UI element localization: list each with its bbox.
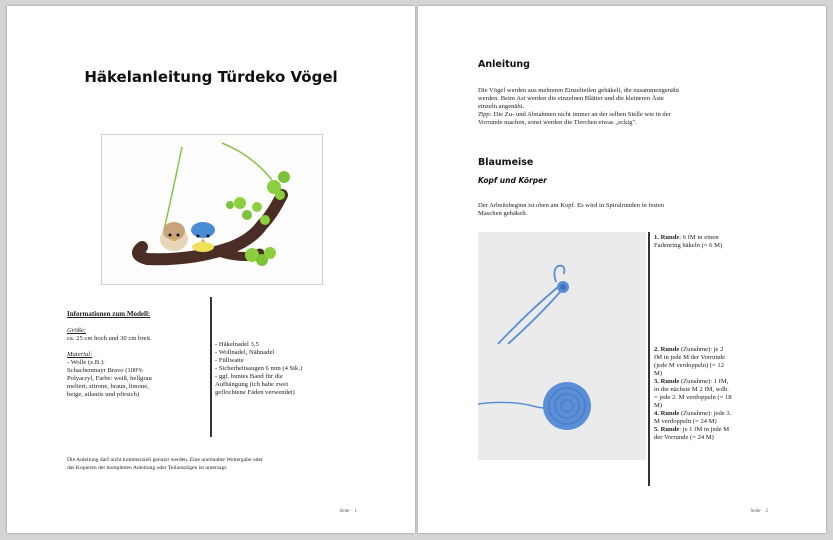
disclaimer-line: das Kopieren der kompletten Anleitung oder Teilauszügen ist untersagt.: [67, 465, 228, 471]
round-4-line-2: M verdoppeln (= 24 M): [654, 418, 717, 425]
start-line: Der Arbeitsbeginn ist oben am Kopf. Es wird in Spiralrunden in festen: [478, 202, 665, 209]
material-label: Material:: [67, 351, 93, 358]
section-heading-blaumeise: Blaumeise: [478, 157, 534, 168]
round-5-label: 5. Runde: [654, 426, 680, 433]
intro-line: einzeln angenäht.: [478, 103, 525, 110]
round-1-text: [654, 234, 754, 250]
info-right-column: [215, 341, 347, 397]
start-paragraph: [478, 202, 778, 218]
round-3-label: 3. Runde: [654, 378, 680, 385]
round-2-line-3: (jede M verdoppeln) (= 12: [654, 362, 725, 369]
intro-line: Die Vögel werden aus mehreren Einzelteilen gehäkelt, die zusammengenäht: [478, 87, 680, 94]
round-3-text: (Zunahme): 1 fM,: [679, 378, 729, 385]
subsection-heading-head-body: Kopf und Körper: [478, 176, 547, 185]
tip-text: Die Zu- und Abnahmen nicht immer an der selben Stelle wie in der: [491, 111, 671, 118]
start-line: Maschen gehäkelt.: [478, 210, 528, 217]
round-2-line: [654, 346, 754, 354]
tool-line: - Sicherheitsaugen 6 mm (4 Stk.): [215, 365, 303, 372]
disclaimer-line: Die Anleitung darf nicht kommerziell genutzt werden. Eine unerlaubte Weitergabe oder: [67, 457, 263, 463]
magic-ring-photo: [478, 232, 646, 344]
intro-paragraph: [478, 87, 778, 127]
tip-line-2: Vorrunde machen, sonst werden die Tierchen etwas „eckig".: [478, 119, 637, 126]
material-line: Schachenmayr Bravo (100%: [67, 367, 143, 374]
round-1-line: [654, 234, 754, 242]
tip-line: [478, 111, 778, 119]
round-2-text: (Zunahme): je 2: [679, 346, 724, 353]
round-4-text: (Zunahme): jede 3.: [679, 410, 732, 417]
info-heading: Informationen zum Modell:: [67, 310, 151, 318]
document-title: Häkelanleitung Türdeko Vögel: [84, 68, 338, 86]
intro-line: werden. Beim Ast werden die einzelnen Blätter und die kleineren Äste: [478, 95, 664, 102]
round-2-label: 2. Runde: [654, 346, 680, 353]
round-3-line: [654, 378, 754, 386]
rounds-2-5-text: [654, 346, 754, 442]
round-3-line-2: in die nächste M 2 fM, wdh.: [654, 386, 729, 393]
page-label: Seite: [750, 509, 761, 514]
round-2-line-2: fM in jede M der Vorrunde: [654, 354, 725, 361]
page-number-value: 2: [765, 509, 768, 514]
round-5-line-2: der Vorrunde (= 24 M): [654, 434, 714, 441]
bird-decoration-photo: [101, 134, 323, 285]
page-number-value: 1: [354, 509, 357, 514]
tool-line: - Füllwatte: [215, 357, 244, 364]
round-1-text: : 6 fM in einen: [679, 234, 719, 241]
rounds-divider: [648, 232, 650, 486]
material-line: Polyacryl, Farbe: weiß, hellgrau: [67, 375, 152, 382]
round-5-text: : je 1 fM in jede M: [679, 426, 730, 433]
round-1-label: 1. Runde: [654, 234, 680, 241]
material-line: meliert, zitrone, braun, limone,: [67, 383, 149, 390]
round-2-line-4: M): [654, 370, 663, 377]
document-page-2: [418, 6, 826, 533]
page-number: [746, 509, 769, 514]
round-1-line-2: Fadenring häkeln (= 6 M): [654, 242, 723, 249]
tip-label: Tipp:: [478, 111, 492, 118]
tool-line: - Wollnadel, Nähnadel: [215, 349, 275, 356]
crocheted-circle-photo: [478, 344, 646, 460]
round-4-line: [654, 410, 754, 418]
instructions-heading: Anleitung: [478, 59, 530, 70]
info-left-column: [67, 327, 199, 399]
tool-line: - Häkelnadel 3,5: [215, 341, 259, 348]
material-line: - Wolle (z.B.):: [67, 359, 105, 366]
page-label: Seite: [339, 509, 350, 514]
page-number: [335, 509, 358, 514]
document-page-1: [7, 6, 415, 533]
size-text: ca. 25 cm hoch und 30 cm breit.: [67, 335, 152, 342]
material-line: beige, atlantis und pfirsich): [67, 391, 140, 398]
size-label: Größe:: [67, 327, 87, 334]
column-divider: [210, 297, 212, 437]
round-3-line-4: M): [654, 402, 663, 409]
tool-line: - ggf. buntes Band für die: [215, 373, 283, 380]
round-4-label: 4. Runde: [654, 410, 680, 417]
round-5-line: [654, 426, 754, 434]
copyright-disclaimer: [67, 456, 359, 472]
tool-line: geflochtene Fäden verwendet): [215, 389, 295, 396]
tool-line: Aufhängung (ich habe zwei: [215, 381, 289, 388]
round-3-line-3: = jede 2. M verdoppeln (= 18: [654, 394, 732, 401]
